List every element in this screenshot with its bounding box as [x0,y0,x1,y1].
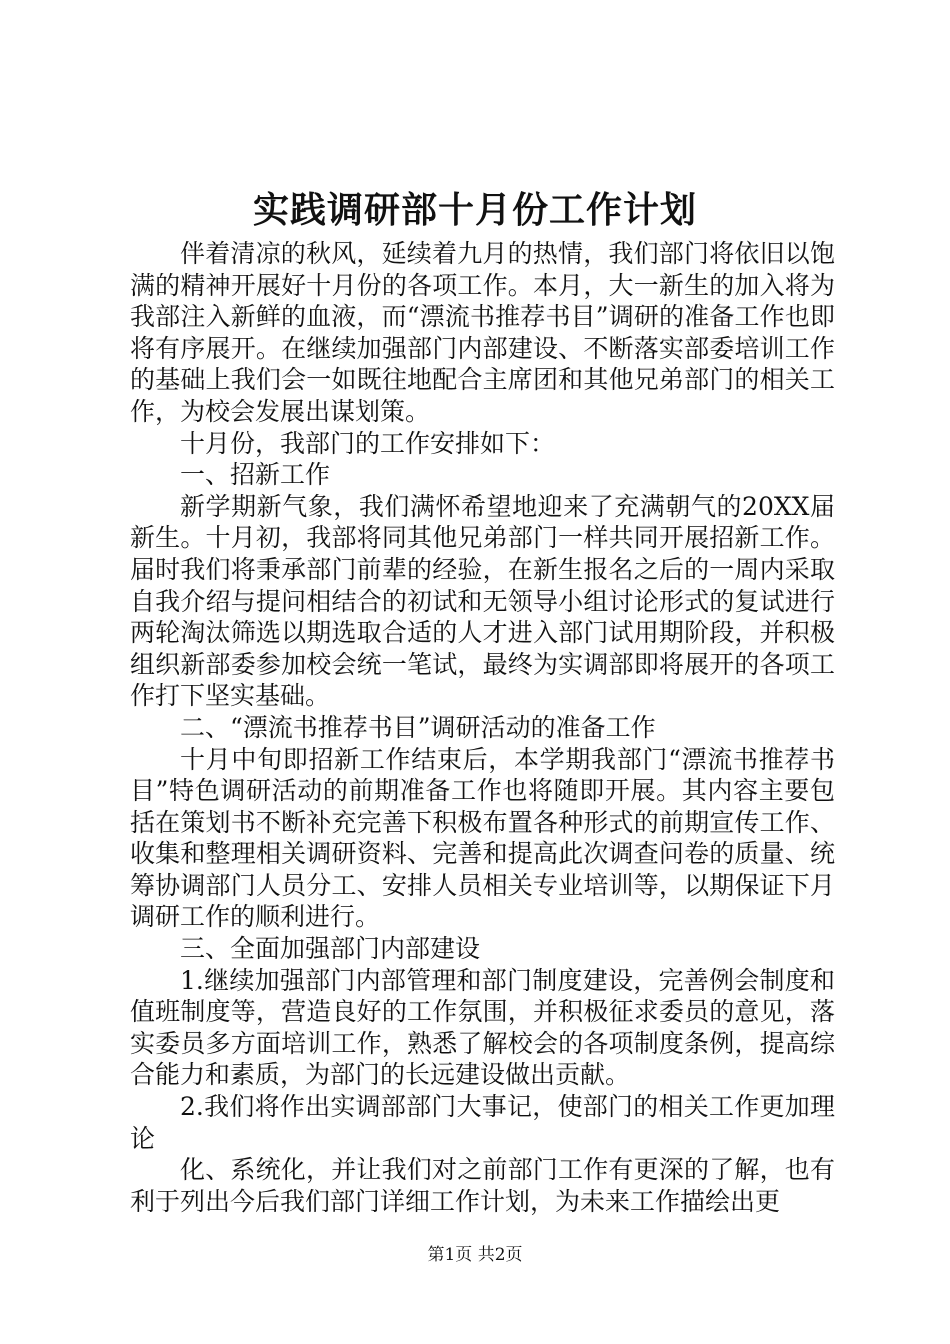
document-body [130,238,835,1217]
section-heading-recruitment: 一、招新工作 [180,460,331,490]
research-prep-paragraph: 十月中旬即招新工作结束后，本学期我部门“漂流书推荐书目”特色调研活动的前期准备工作也将随即开展。其内容主要包括在策划书不断补充完善下积极布置各种形式的前期宣传工作、收集和整理相关调研资料、完善和提高此次调查问卷的质量、统筹协调部门人员分工、安排人员相关专业培训等，以期保证下月调研工作的顺利进行。 [130,744,835,932]
recruitment-paragraph: 新学期新气象，我们满怀希望地迎来了充满朝气的20XX届新生。十月初，我部将同其他兄弟部门一样共同开展招新工作。届时我们将秉承部门前辈的经验，在新生报名之后的一周内采取自我介绍与提问相结合的初试和无领导小组讨论形式的复试进行两轮淘汰筛选以期选取合适的人才进入部门试用期阶段，并积极组织新部委参加校会统一笔试，最终为实调部即将展开的各项工作打下坚实基础。 [130,491,835,711]
intro-paragraph: 伴着清凉的秋风，延续着九月的热情，我们部门将依旧以饱满的精神开展好十月份的各项工作。本月，大一新生的加入将为我部注入新鲜的血液，而“漂流书推荐书目”调研的准备工作也即将有序展开。在继续加强部门内部建设、不断落实部委培训工作的基础上我们会一如既往地配合主席团和其他兄弟部门的相关工作，为校会发展出谋划策。 [130,239,835,426]
internal-building-item-2: 2.我们将作出实调部部门大事记，使部门的相关工作更加理论 [130,1092,835,1153]
document-title: 实践调研部十月份工作计划 [252,189,697,231]
section-heading-internal-building: 三、全面加强部门内部建设 [180,934,481,964]
schedule-intro-line: 十月份，我部门的工作安排如下： [180,428,556,458]
internal-building-item-1: 1.继续加强部门内部管理和部门制度建设，完善例会制度和值班制度等，营造良好的工作氛围，并积极征求委员的意见，落实委员多方面培训工作，熟悉了解校会的各项制度条例，提高综合能力和素质，为部门的长远建设做出贡献。 [130,965,835,1090]
internal-building-item-2-continued: 化、系统化，并让我们对之前部门工作有更深的了解，也有利于列出今后我们部门详细工作计划，为未来工作描绘出更 [130,1155,835,1216]
page-number-footer: 第1页 共2页 [427,1245,523,1265]
section-heading-research-prep: 二、“漂流书推荐书目”调研活动的准备工作 [180,712,656,742]
